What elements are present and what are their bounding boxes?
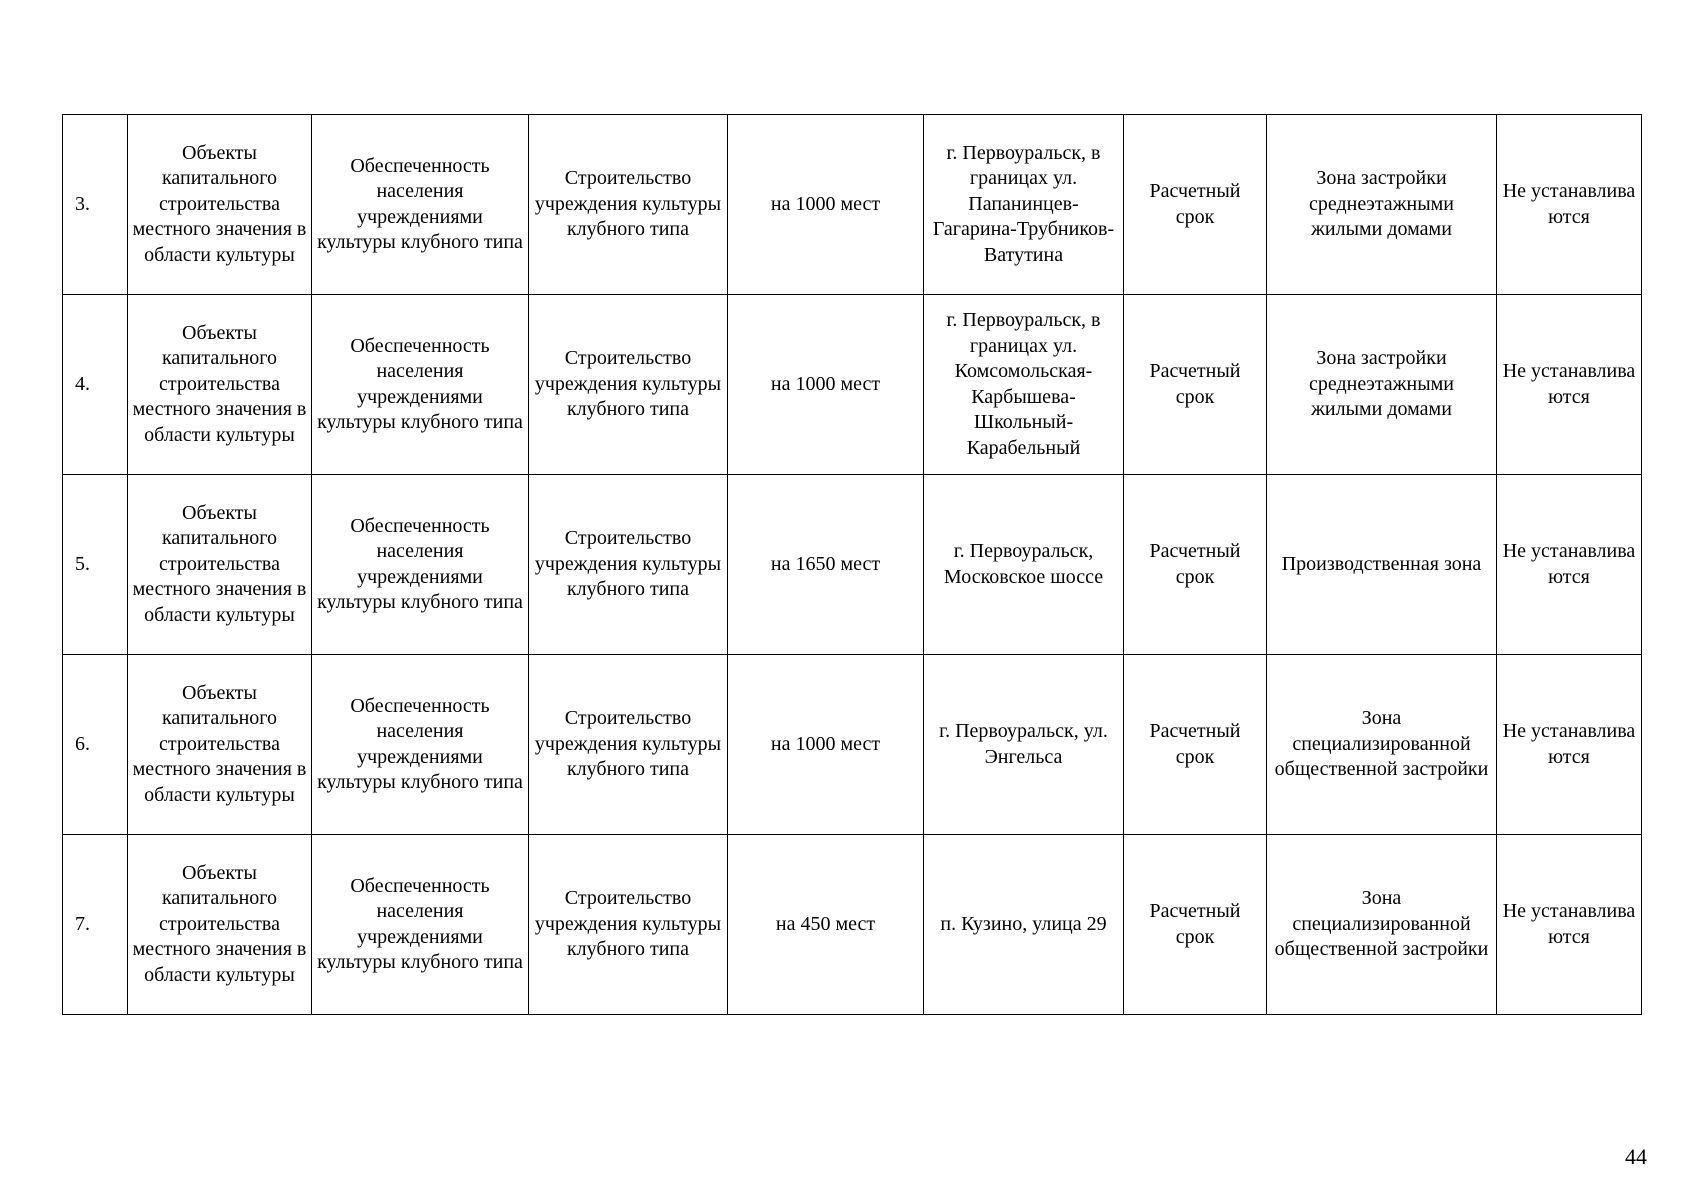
term: Расчетный срок xyxy=(1124,115,1267,295)
location: г. Первоуральск, ул. Энгельса xyxy=(924,655,1124,835)
indicator: Обеспеченность населения учреждениями культуры клубного типа xyxy=(312,295,529,475)
row-number: 4. xyxy=(63,295,128,475)
zone-limits: Не устанавлива ются xyxy=(1497,655,1642,835)
table-body xyxy=(63,115,1642,1015)
action: Строительство учреждения культуры клубного типа xyxy=(529,835,728,1015)
table-row xyxy=(63,655,1642,835)
action: Строительство учреждения культуры клубного типа xyxy=(529,475,728,655)
indicator: Обеспеченность населения учреждениями культуры клубного типа xyxy=(312,475,529,655)
location: г. Первоуральск, в границах ул. Папанинцев-Гагарина-Трубников-Ватутина xyxy=(924,115,1124,295)
indicator: Обеспеченность населения учреждениями культуры клубного типа xyxy=(312,655,529,835)
capacity: на 450 мест xyxy=(728,835,924,1015)
capacity: на 1000 мест xyxy=(728,115,924,295)
location: п. Кузино, улица 29 xyxy=(924,835,1124,1015)
zone-limits: Не устанавлива ются xyxy=(1497,475,1642,655)
term: Расчетный срок xyxy=(1124,835,1267,1015)
action: Строительство учреждения культуры клубного типа xyxy=(529,295,728,475)
row-number: 3. xyxy=(63,115,128,295)
zone-limits: Не устанавлива ются xyxy=(1497,835,1642,1015)
term: Расчетный срок xyxy=(1124,295,1267,475)
row-number: 7. xyxy=(63,835,128,1015)
object-category: Объекты капитального строительства местного значения в области культуры xyxy=(128,835,312,1015)
table-row xyxy=(63,295,1642,475)
zone: Производственная зона xyxy=(1267,475,1497,655)
zone: Зона специализированной общественной застройки xyxy=(1267,655,1497,835)
row-number: 5. xyxy=(63,475,128,655)
object-category: Объекты капитального строительства местного значения в области культуры xyxy=(128,475,312,655)
term: Расчетный срок xyxy=(1124,655,1267,835)
page-number: 44 xyxy=(1625,1144,1647,1169)
action: Строительство учреждения культуры клубного типа xyxy=(529,655,728,835)
zone: Зона застройки среднеэтажными жилыми домами xyxy=(1267,115,1497,295)
capacity: на 1000 мест xyxy=(728,295,924,475)
indicator: Обеспеченность населения учреждениями культуры клубного типа xyxy=(312,115,529,295)
term: Расчетный срок xyxy=(1124,475,1267,655)
location: г. Первоуральск, Московское шоссе xyxy=(924,475,1124,655)
object-category: Объекты капитального строительства местного значения в области культуры xyxy=(128,295,312,475)
location: г. Первоуральск, в границах ул. Комсомольская-Карбышева-Школьный-Карабельный xyxy=(924,295,1124,475)
capacity: на 1000 мест xyxy=(728,655,924,835)
row-number: 6. xyxy=(63,655,128,835)
zone: Зона специализированной общественной застройки xyxy=(1267,835,1497,1015)
action: Строительство учреждения культуры клубного типа xyxy=(529,115,728,295)
zone-limits: Не устанавлива ются xyxy=(1497,115,1642,295)
table-row xyxy=(63,475,1642,655)
facilities-table xyxy=(62,114,1642,1015)
table-row xyxy=(63,115,1642,295)
indicator: Обеспеченность населения учреждениями культуры клубного типа xyxy=(312,835,529,1015)
object-category: Объекты капитального строительства местного значения в области культуры xyxy=(128,655,312,835)
table-row xyxy=(63,835,1642,1015)
zone-limits: Не устанавлива ются xyxy=(1497,295,1642,475)
object-category: Объекты капитального строительства местного значения в области культуры xyxy=(128,115,312,295)
capacity: на 1650 мест xyxy=(728,475,924,655)
zone: Зона застройки среднеэтажными жилыми домами xyxy=(1267,295,1497,475)
